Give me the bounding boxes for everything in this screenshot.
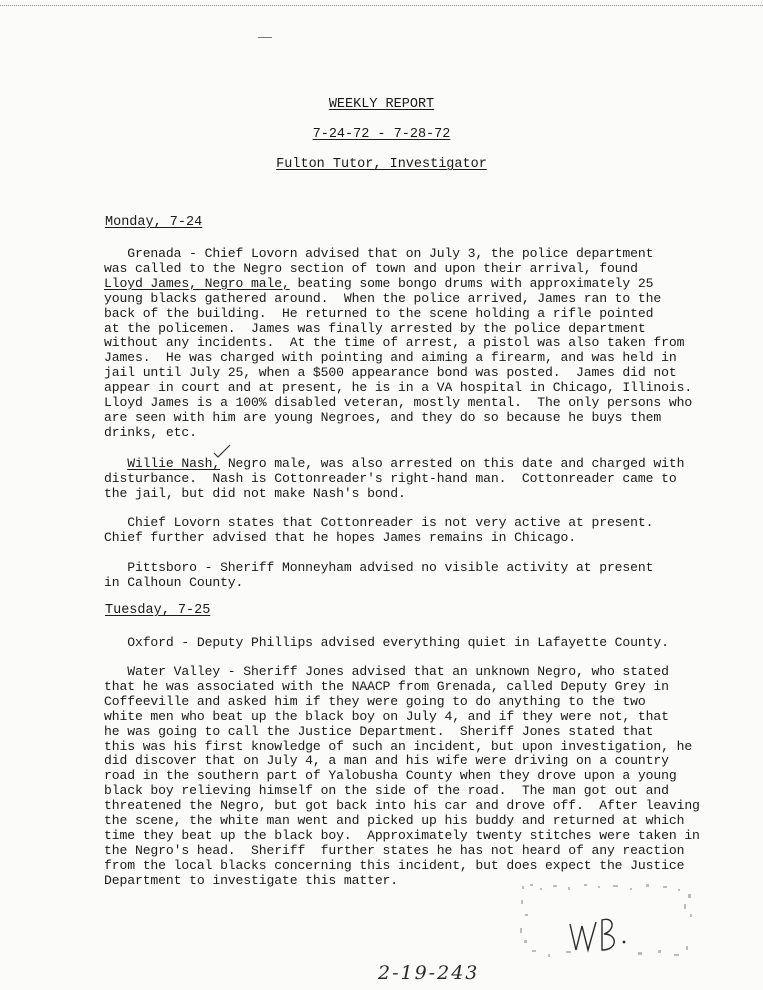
monday-paragraph-1: Grenada - Chief Lovorn advised that on July 3, the police department was called to the Negro section of town and upon their arrival, found Lloyd James, Negro male, beating some bongo drums with approximately 25 young blacks gathered around. When the police arrived, James ran to the back of the building. He returned to the scene holding a rifle pointed at the policemen. James was finally arrested by the police department without any incidents. At the time of arrest, a pistol was also taken from James. He was charged with pointing and aiming a firearm, and was held in jail until July 25, when a $500 appearance bond was posted. James did not appear in court and at present, he is in a VA hospital in Chicago, Illinois. Lloyd James is a 100% disabled veteran, mostly mental. The only persons who are seen with him are young Negroes, and they do so because he buys them drinks, etc. <box>104 246 693 440</box>
monday-paragraph-2: Willie Nash, Negro male, was also arrested on this date and charged with disturbance. Nash is Cottonreader's right-hand man. Cottonreader came to the jail, but did not make Nash's bond. <box>104 456 685 501</box>
tuesday-paragraph-2 <box>104 664 700 889</box>
lloyd-james-name: Lloyd James, Negro male, <box>104 275 290 291</box>
text-line: from the local blacks concerning this incident, but does expect the Justice <box>104 857 685 873</box>
text-line: white men who beat up the black boy on July 4, and if they were not, that <box>104 708 669 724</box>
text-line: black boy relieving himself on the side of the road. The man got out and <box>104 783 669 799</box>
text-line: that he was associated with the NAACP from Grenada, called Deputy Grey in <box>104 678 669 694</box>
text-line: this was his first knowledge of such an incident, but upon investigation, he <box>104 738 693 754</box>
text-line: road in the southern part of Yalobusha County when they drove upon a young <box>104 768 677 784</box>
text-line: he was going to call the Justice Department. Sheriff Jones stated that <box>104 723 654 739</box>
handwritten-page-number: 2-19-243 <box>378 962 480 984</box>
text-line: Department to investigate this matter. <box>104 872 399 888</box>
monday-paragraph-4: Pittsboro - Sheriff Monneyham advised no visible activity at present in Calhoun County. <box>104 560 654 590</box>
report-author: Fulton Tutor, Investigator <box>276 157 487 172</box>
monday-paragraph-3: Chief Lovorn states that Cottonreader is not very active at present. Chief further advised that he hopes James remains in Chicago. <box>104 515 654 545</box>
text-line: the scene, the white man went and picked up his buddy and returned at which <box>104 813 685 829</box>
text-line: did discover that on July 4, a man and his wife were driving on a country <box>104 753 669 769</box>
text-line: the Negro's head. Sheriff further states he has not heard of any reaction <box>104 842 685 858</box>
text-line: threatened the Negro, but got back into his car and drove off. After leaving <box>104 798 700 814</box>
willie-nash-name: Willie Nash, <box>127 456 221 471</box>
text-line: Water Valley - Sheriff Jones advised that an unknown Negro, who stated <box>104 664 669 679</box>
monday-heading: Monday, 7-24 <box>105 215 203 230</box>
text-line: Coffeeville and asked him if they were going to do anything to the two <box>104 693 646 709</box>
report-dates: 7-24-72 - 7-28-72 <box>312 127 451 142</box>
tuesday-paragraph-1: Oxford - Deputy Phillips advised everything quiet in Lafayette County. <box>104 635 669 650</box>
report-title: WEEKLY REPORT <box>328 97 435 112</box>
text-line: time they beat up the black boy. Approximately twenty stitches were taken in <box>104 827 700 843</box>
top-border <box>0 5 763 6</box>
header-dash <box>258 37 272 38</box>
stamp-signature-icon <box>518 880 696 962</box>
tuesday-heading: Tuesday, 7-25 <box>105 603 211 618</box>
